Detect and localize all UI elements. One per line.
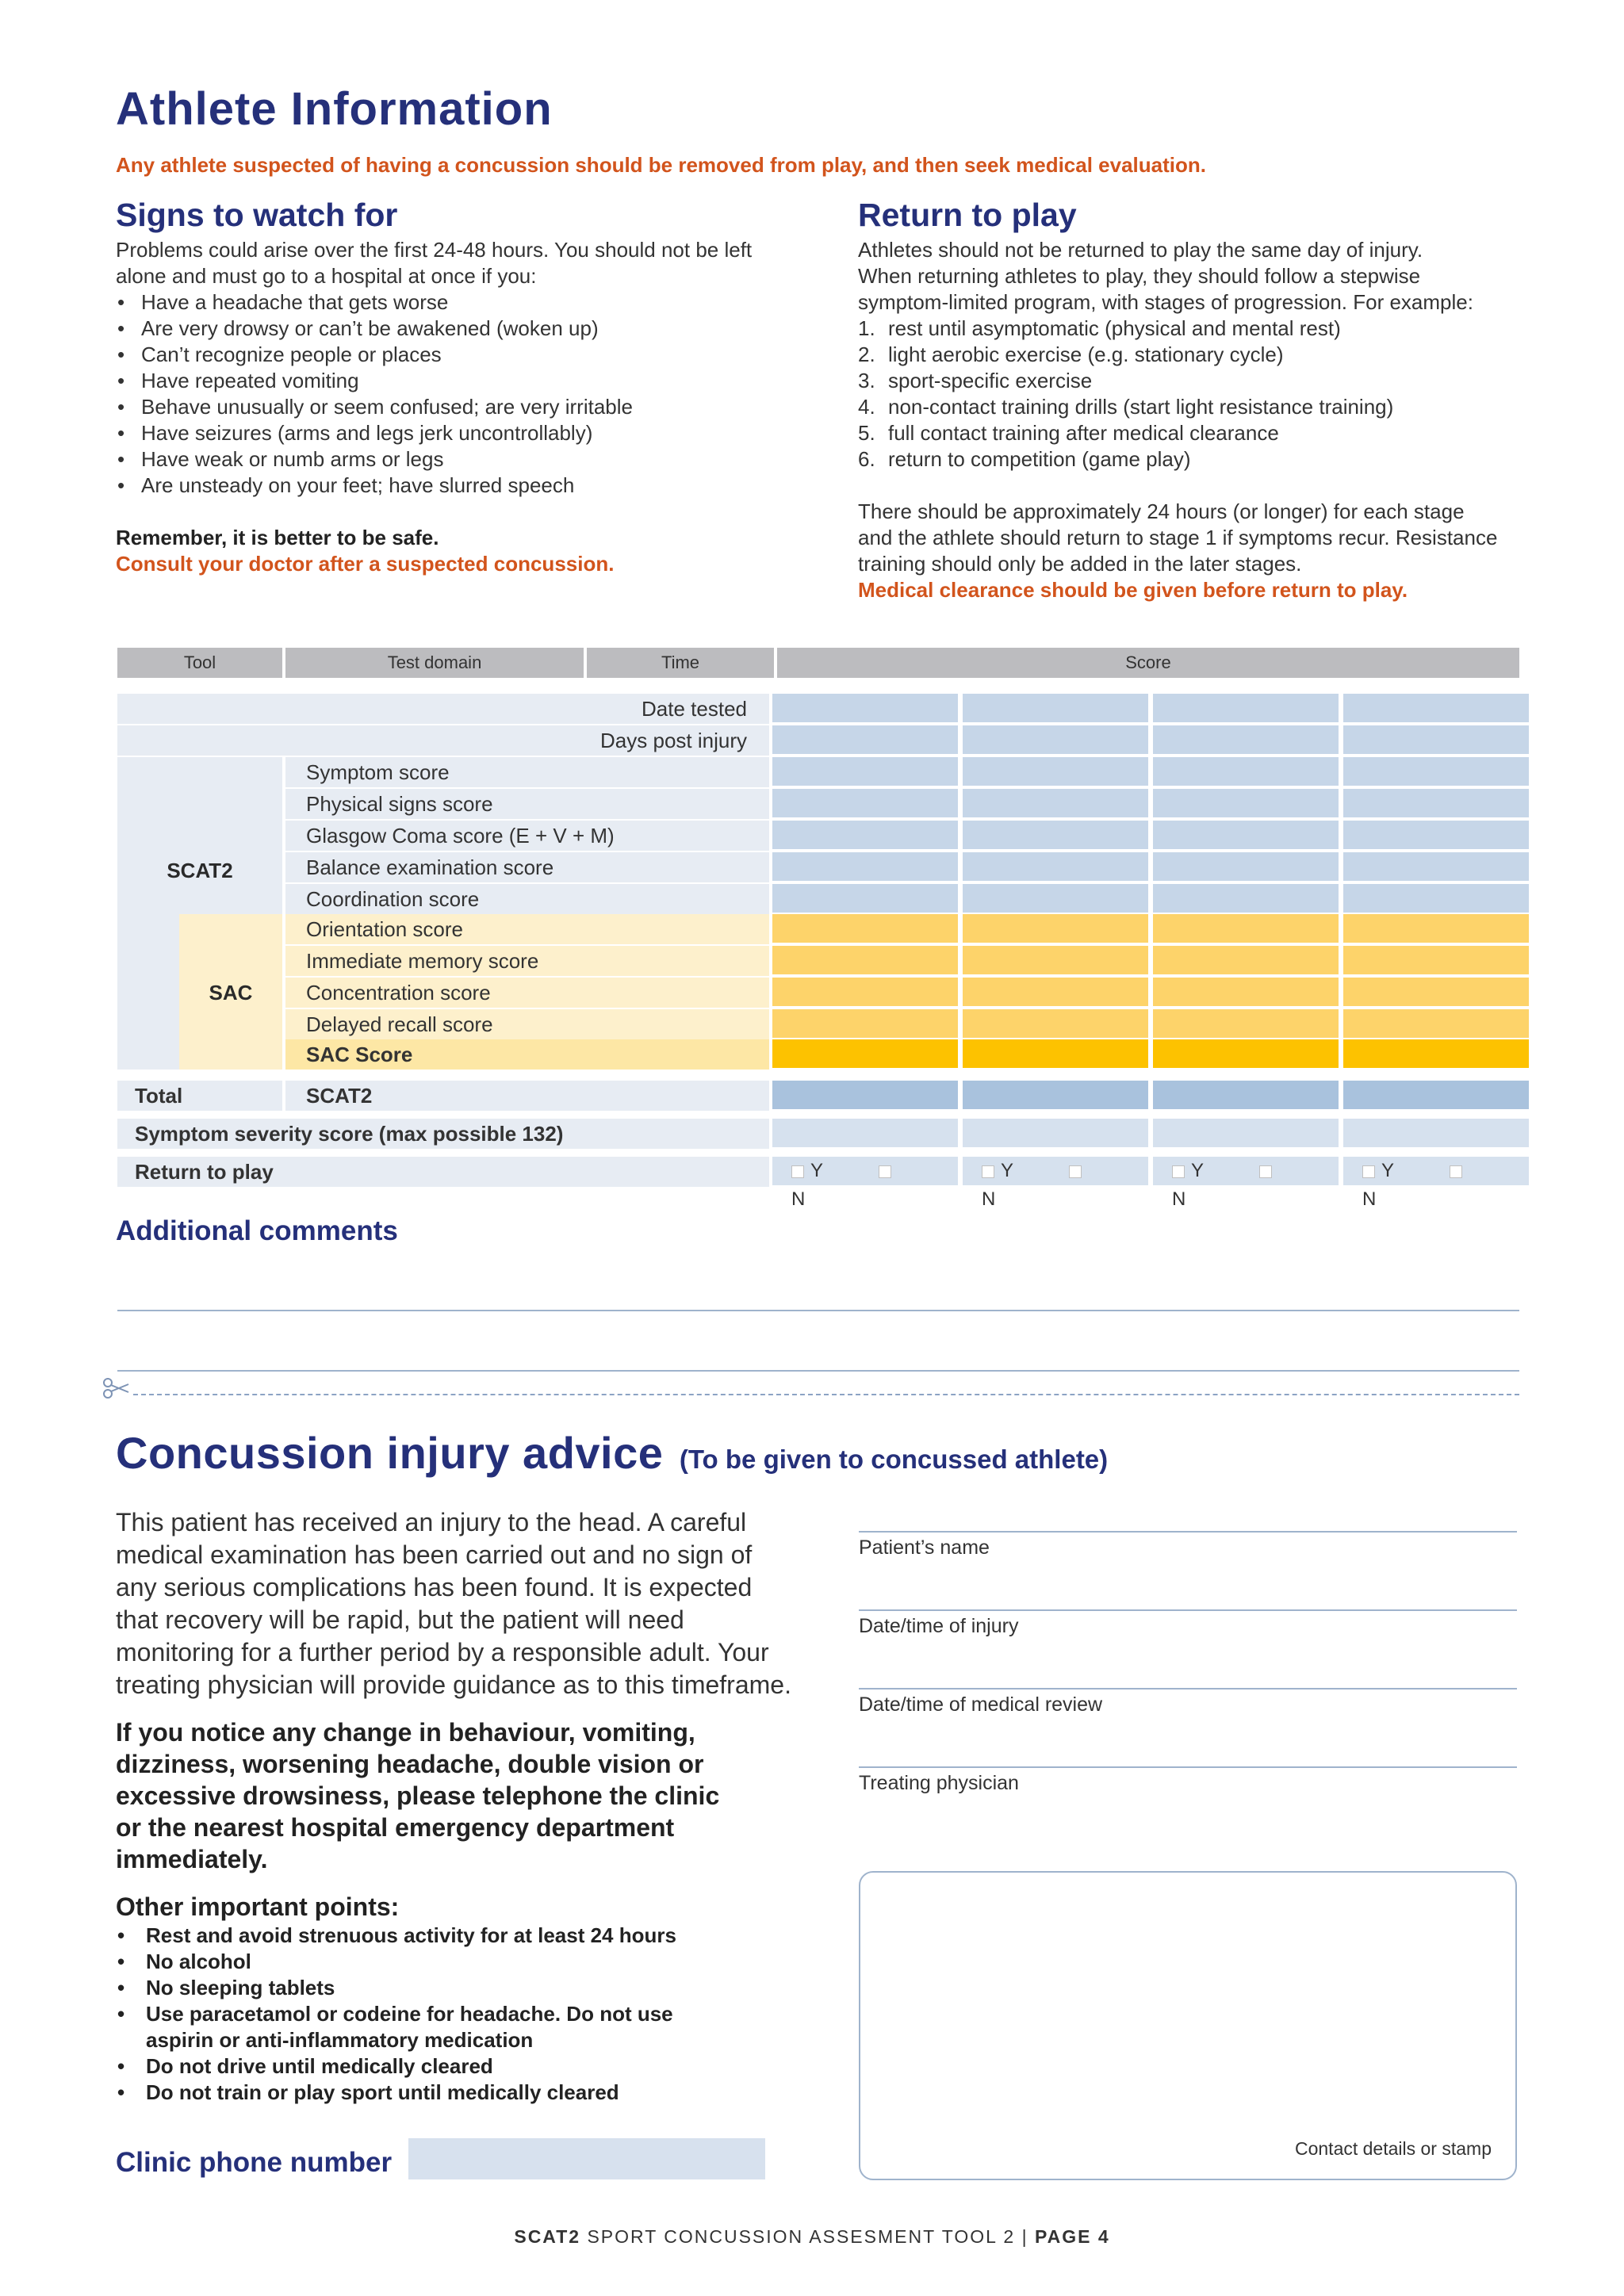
yes-checkbox[interactable] [982,1165,994,1178]
score-cell[interactable] [1153,694,1339,722]
score-cell[interactable] [963,1081,1148,1109]
score-cell[interactable] [1343,694,1529,722]
sign-item: • Have a headache that gets worse [116,289,806,316]
yes-label: Y [1381,1160,1395,1181]
injury-date-label: Date/time of injury [859,1615,1019,1637]
total-label: Total [117,1081,282,1111]
patient-name-label: Patient’s name [859,1536,990,1559]
score-cell[interactable] [1153,1119,1339,1147]
score-cell[interactable] [772,1081,958,1109]
advice-line: that recovery will be rapid, but the patient will need [116,1605,684,1634]
return-to-play-cell [1343,1157,1529,1210]
no-label: N [1172,1188,1186,1210]
alert-line: dizziness, worsening headache, double vision or [116,1750,704,1778]
score-cell[interactable] [1343,1119,1529,1147]
review-date-label: Date/time of medical review [859,1693,1103,1716]
yes-label: Y [810,1160,824,1181]
yes-label: Y [1191,1160,1205,1181]
date-tested-label: Date tested [117,694,769,724]
remember-note: Remember, it is better to be safe. [116,526,439,549]
score-cell[interactable] [963,1119,1148,1147]
cut-line [133,1394,1519,1395]
consult-note: Consult your doctor after a suspected concussion. [116,552,615,576]
score-cell[interactable] [1153,789,1339,817]
advice-line: medical examination has been carried out and no sign of [116,1540,753,1569]
stage-paragraph-line: training should only be added in the later stages. [858,552,1302,576]
review-date-line[interactable] [859,1688,1517,1689]
stage-paragraph-line: There should be approximately 24 hours (or longer) for each stage [858,499,1465,523]
score-cell[interactable] [1343,978,1529,1006]
no-label: N [791,1188,806,1210]
days-post-injury-label: Days post injury [117,725,769,756]
points-heading: Other important points: [116,1892,400,1921]
score-cell[interactable] [1343,725,1529,754]
domain-physical-signs-score: Physical signs score [285,789,769,819]
yes-checkbox[interactable] [1362,1165,1375,1178]
score-cell[interactable] [963,914,1148,943]
score-cell[interactable] [1343,884,1529,913]
return-intro-line: Athletes should not be returned to play the same day of injury. [858,238,1423,262]
advice-title: Concussion injury advice [116,1428,664,1478]
advice-alert [116,1716,829,1875]
score-cell[interactable] [963,821,1148,849]
score-cell[interactable] [772,725,958,754]
page-title: Athlete Information [116,83,553,135]
score-cell[interactable] [1153,884,1339,913]
score-cell[interactable] [772,821,958,849]
header-domain: Test domain [285,648,584,678]
score-cell[interactable] [1153,1009,1339,1038]
header-score: Score [777,648,1519,678]
yes-checkbox[interactable] [1172,1165,1185,1178]
footer-brand: SCAT2 [514,2226,581,2247]
score-cell[interactable] [1153,1081,1339,1109]
total-scat2-label: SCAT2 [285,1081,769,1111]
signs-intro-line: alone and must go to a hospital at once if you: [116,264,537,288]
advice-subtitle: (To be given to concussed athlete) [679,1445,1109,1474]
return-intro-line: symptom-limited program, with stages of progression. For example: [858,290,1473,314]
no-checkbox[interactable] [879,1165,891,1178]
header-tool: Tool [117,648,282,678]
score-cell[interactable] [772,1039,958,1068]
symptom-severity-label: Symptom severity score (max possible 132) [117,1119,769,1149]
return-step: 1. rest until asymptomatic (physical and mental rest) [858,316,1341,340]
score-cell[interactable] [1153,978,1339,1006]
other-points [116,1891,829,2106]
no-label: N [982,1188,996,1210]
score-cell[interactable] [963,852,1148,881]
point-item: • Do not drive until medically cleared [116,2053,829,2080]
score-table [117,648,1519,1210]
stage-paragraph-line: and the athlete should return to stage 1 if symptoms recur. Resistance [858,526,1498,549]
clinic-phone-field[interactable] [408,2138,765,2179]
alert-line: immediately. [116,1845,268,1873]
removal-warning: Any athlete suspected of having a concussion should be removed from play, and then seek medical evaluation. [116,153,1206,177]
score-cell[interactable] [963,757,1148,786]
point-item: • Rest and avoid strenuous activity for at least 24 hours [116,1923,829,1949]
return-to-play-cell [1153,1157,1339,1210]
score-cell[interactable] [1153,725,1339,754]
advice-line: This patient has received an injury to the head. A careful [116,1508,747,1536]
score-cell[interactable] [772,914,958,943]
sign-item: • Have repeated vomiting [116,368,806,394]
score-cell[interactable] [1153,1039,1339,1068]
return-step: 3. sport-specific exercise [858,369,1093,392]
score-cell[interactable] [772,694,958,722]
sign-item: • Behave unusually or seem confused; are very irritable [116,394,806,420]
score-cell[interactable] [963,978,1148,1006]
return-to-play-cell [963,1157,1148,1210]
score-cell[interactable] [1343,852,1529,881]
sign-item: • Can’t recognize people or places [116,342,806,368]
score-cell[interactable] [1343,914,1529,943]
comment-line[interactable] [117,1370,1519,1372]
domain-delayed-recall-score: Delayed recall score [285,1009,769,1039]
score-cell[interactable] [963,694,1148,722]
alert-line: or the nearest hospital emergency department [116,1813,675,1842]
return-step: 4. non-contact training drills (start light resistance training) [858,395,1394,419]
score-cell[interactable] [772,884,958,913]
score-cell[interactable] [1153,914,1339,943]
score-cell[interactable] [772,789,958,817]
yes-label: Y [1001,1160,1014,1181]
score-cell[interactable] [963,1039,1148,1068]
physician-label: Treating physician [859,1772,1019,1794]
footer-page: PAGE 4 [1034,2226,1110,2247]
return-to-play-cell [772,1157,958,1210]
domain-glasgow-coma-score: Glasgow Coma score (E + V + M) [285,821,769,851]
point-item: • Use paracetamol or codeine for headache. Do not use [116,2001,829,2027]
advice-paragraph [116,1506,829,1701]
score-cell[interactable] [963,1009,1148,1038]
score-cell[interactable] [963,946,1148,974]
return-step: 6. return to competition (game play) [858,447,1191,471]
no-label: N [1362,1188,1377,1210]
score-cell[interactable] [963,789,1148,817]
domain-coordination-score: Coordination score [285,884,769,914]
domain-sac-score: SAC Score [285,1039,769,1070]
score-cell[interactable] [963,884,1148,913]
point-item-cont: aspirin or anti-inflammatory medication [146,2028,534,2052]
scat2-tool-label: SCAT2 [167,859,233,882]
domain-symptom-score: Symptom score [285,757,769,787]
score-cell[interactable] [1153,821,1339,849]
score-cell[interactable] [1153,946,1339,974]
score-cell[interactable] [1343,1081,1529,1109]
score-cell[interactable] [1153,852,1339,881]
physician-line[interactable] [859,1766,1517,1768]
domain-immediate-memory-score: Immediate memory score [285,946,769,976]
score-cell[interactable] [1343,1039,1529,1068]
return-heading: Return to play [858,197,1077,233]
return-to-play-section [858,197,1540,603]
no-checkbox[interactable] [1259,1165,1272,1178]
advice-line: monitoring for a further period by a responsible adult. Your [116,1638,769,1667]
clinic-phone-label: Clinic phone number [116,2147,393,2178]
comment-line[interactable] [117,1310,1519,1311]
stamp-box[interactable] [859,1871,1517,2180]
return-intro-line: When returning athletes to play, they should follow a stepwise [858,264,1421,288]
score-cell[interactable] [772,1009,958,1038]
score-cell[interactable] [772,978,958,1006]
sign-item: • Are very drowsy or can’t be awakened (woken up) [116,316,806,342]
clearance-note: Medical clearance should be given before return to play. [858,578,1408,602]
score-cell[interactable] [1343,789,1529,817]
domain-concentration-score: Concentration score [285,978,769,1008]
sign-item: • Have seizures (arms and legs jerk uncontrollably) [116,420,806,446]
advice-line: treating physician will provide guidance as to this timeframe. [116,1670,791,1699]
header-time: Time [587,648,774,678]
additional-comments-heading: Additional comments [116,1215,398,1246]
signs-intro-line: Problems could arise over the first 24-48 hours. You should not be left [116,238,753,262]
stamp-label: Contact details or stamp [1294,2138,1492,2159]
score-cell[interactable] [1343,1009,1529,1038]
domain-balance-score: Balance examination score [285,852,769,882]
page-footer [0,2226,1624,2248]
score-cell[interactable] [772,852,958,881]
scissors-icon [102,1375,133,1402]
score-cell[interactable] [1153,757,1339,786]
score-cell[interactable] [963,725,1148,754]
alert-line: If you notice any change in behaviour, vomiting, [116,1718,695,1747]
score-cell[interactable] [772,1119,958,1147]
no-checkbox[interactable] [1450,1165,1462,1178]
injury-date-line[interactable] [859,1609,1517,1611]
alert-line: excessive drowsiness, please telephone the clinic [116,1781,720,1810]
score-cell[interactable] [772,946,958,974]
sac-tool-label: SAC [209,981,253,1004]
score-cell[interactable] [772,757,958,786]
signs-section [116,197,806,577]
signs-heading: Signs to watch for [116,197,398,233]
point-item: • No sleeping tablets [116,1975,829,2001]
score-cell[interactable] [1343,946,1529,974]
yes-checkbox[interactable] [791,1165,804,1178]
point-item: • No alcohol [116,1949,829,1975]
return-step: 2. light aerobic exercise (e.g. stationary cycle) [858,342,1284,366]
advice-line: any serious complications has been found. It is expected [116,1573,753,1601]
patient-name-line[interactable] [859,1531,1517,1533]
sign-item: • Are unsteady on your feet; have slurred speech [116,473,806,499]
domain-orientation-score: Orientation score [285,914,769,944]
advice-title-row [116,1427,1108,1479]
footer-text: SPORT CONCUSSION ASSESMENT TOOL 2 | [580,2226,1035,2247]
score-cell[interactable] [1343,821,1529,849]
score-cell[interactable] [1343,757,1529,786]
sign-item: • Have weak or numb arms or legs [116,446,806,473]
point-item: • Do not train or play sport until medically cleared [116,2080,829,2106]
return-step: 5. full contact training after medical clearance [858,421,1279,445]
no-checkbox[interactable] [1069,1165,1082,1178]
return-to-play-label: Return to play [117,1157,769,1187]
